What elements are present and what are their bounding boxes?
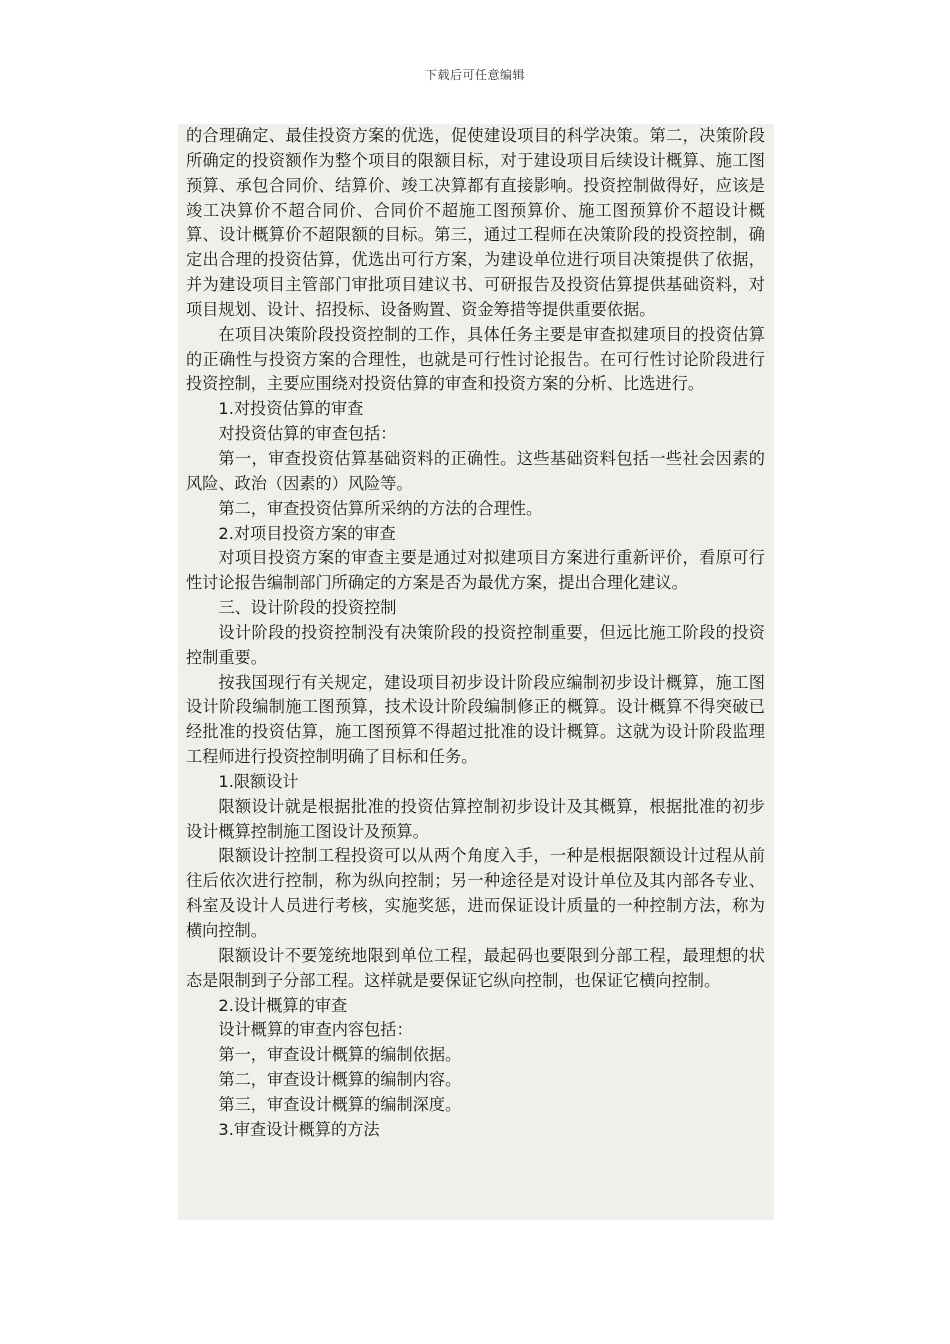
- paragraph: 按我国现行有关规定，建设项目初步设计阶段应编制初步设计概算，施工图设计阶段编制施工图预算，技术设计阶段编制修正的概算。设计概算不得突破已经批准的投资估算，施工图预算不得超过批准的设计概算。这就为设计阶段监理工程师进行投资控制明确了目标和任务。: [186, 672, 765, 767]
- paragraph: 对项目投资方案的审查主要是通过对拟建项目方案进行重新评价，看原可行性讨论报告编制部门所确定的方案是否为最优方案，提出合理化建议。: [186, 548, 765, 593]
- section-heading: 2.设计概算的审查: [218, 995, 348, 1015]
- section-heading: 2.对项目投资方案的审查: [218, 523, 396, 543]
- section-heading: 3.审查设计概算的方法: [218, 1119, 380, 1139]
- document-body: [178, 124, 774, 1220]
- section-heading: 1.限额设计: [218, 771, 299, 791]
- list-item: 第二，审查设计概算的编制内容。: [218, 1070, 462, 1090]
- page-header: 下载后可任意编辑: [424, 68, 525, 82]
- list-item: 第三，审查设计概算的编制深度。: [218, 1094, 462, 1114]
- paragraph-continuation: 的合理确定、最佳投资方案的优选，促使建设项目的科学决策。第二，决策阶段所确定的投资额作为整个项目的限额目标，对于建设项目后续设计概算、施工图预算、承包合同价、结算价、竣工决算都有直接影响。投资控制做得好，应该是竣工决算价不超合同价、合同价不超施工图预算价、施工图预算价不超设计概算、设计概算价不超限额的目标。第三，通过工程师在决策阶段的投资控制，确定出合理的投资估算，优选出可行方案，为建设单位进行项目决策提供了依据，并为建设项目主管部门审批项目建议书、可研报告及投资估算提供基础资料，对项目规划、设计、招投标、设备购置、资金筹措等提供重要依据。: [186, 126, 765, 319]
- list-item: 第一，审查设计概算的编制依据。: [218, 1045, 462, 1065]
- paragraph: 限额设计就是根据批准的投资估算控制初步设计及其概算，根据批准的初步设计概算控制施工图设计及预算。: [186, 796, 765, 841]
- document-text: [186, 124, 765, 1143]
- section-heading: 1.对投资估算的审查: [218, 399, 364, 419]
- paragraph: 在项目决策阶段投资控制的工作，具体任务主要是审查拟建项目的投资估算的正确性与投资方案的合理性，也就是可行性讨论报告。在可行性讨论阶段进行投资控制，主要应围绕对投资估算的审查和投资方案的分析、比选进行。: [186, 324, 765, 394]
- paragraph: 第一，审查投资估算基础资料的正确性。这些基础资料包括一些社会因素的风险、政治（因素的）风险等。: [186, 448, 765, 493]
- paragraph: 对投资估算的审查包括：: [218, 424, 397, 444]
- section-heading: 三、设计阶段的投资控制: [218, 598, 397, 618]
- paragraph: 限额设计不要笼统地限到单位工程，最起码也要限到分部工程，最理想的状态是限制到子分部工程。这样就是要保证它纵向控制，也保证它横向控制。: [186, 945, 765, 990]
- paragraph: 设计阶段的投资控制没有决策阶段的投资控制重要，但远比施工阶段的投资控制重要。: [186, 622, 765, 667]
- paragraph: 设计概算的审查内容包括：: [218, 1020, 413, 1040]
- paragraph: 限额设计控制工程投资可以从两个角度入手，一种是根据限额设计过程从前往后依次进行控制，称为纵向控制；另一种途径是对设计单位及其内部各专业、科室及设计人员进行考核，实施奖惩，进而保证设计质量的一种控制方法，称为横向控制。: [186, 846, 765, 940]
- paragraph: 第二，审查投资估算所采纳的方法的合理性。: [218, 498, 543, 518]
